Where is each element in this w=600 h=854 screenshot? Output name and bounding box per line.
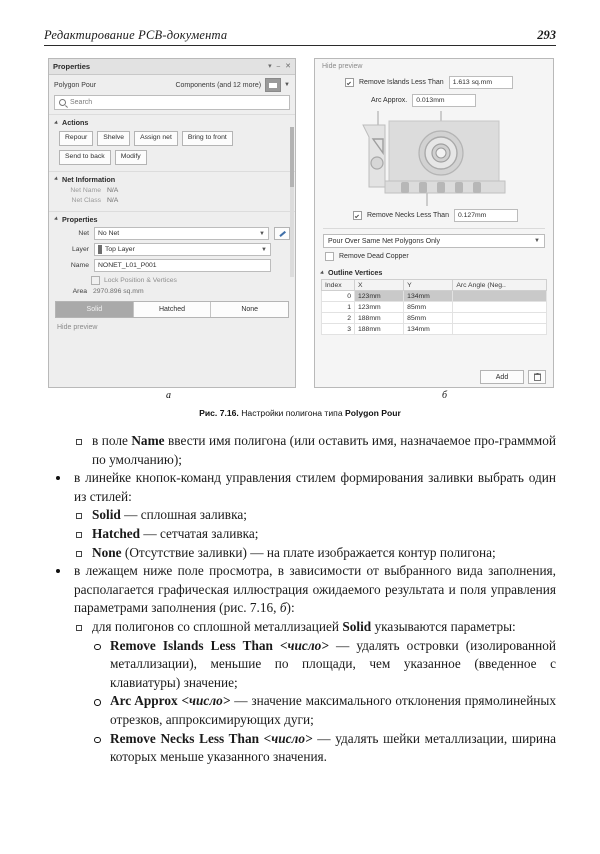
- cell-index: 1: [322, 302, 355, 313]
- column-y[interactable]: Y: [404, 280, 453, 291]
- figure-sublabel-b: б: [442, 390, 448, 401]
- remove-necks-value: 0.127mm: [457, 212, 487, 219]
- chevron-down-icon[interactable]: ▼: [284, 82, 290, 88]
- body-text: [44, 432, 556, 767]
- remove-islands-row: [315, 70, 553, 89]
- send-to-back-button[interactable]: Send to back: [59, 150, 111, 165]
- cell-arc: [453, 291, 547, 302]
- action-buttons-row-1: [49, 129, 295, 148]
- add-button[interactable]: Add: [480, 370, 524, 384]
- figure-caption: [44, 408, 556, 418]
- hide-preview-link[interactable]: Hide preview: [322, 63, 363, 70]
- hatched-term: Hatched: [92, 525, 141, 541]
- list-item-text: в линейке кнопок-команд управления стилем формирования заливки выбрать один из стилей:: [74, 470, 556, 504]
- name-field-label: Name: [70, 262, 89, 270]
- figure-caption-text: Настройки полигона типа: [241, 408, 343, 418]
- cell-index: 3: [322, 324, 355, 335]
- cell-arc: [453, 302, 547, 313]
- section-outline-vertices[interactable]: [315, 261, 553, 279]
- layer-field-label: Layer: [71, 246, 89, 254]
- layer-color-swatch: [98, 245, 102, 254]
- remove-necks-arg: <число>: [263, 730, 313, 746]
- preview-para-italic: б: [279, 600, 287, 616]
- section-net-information[interactable]: [49, 171, 295, 186]
- remove-necks-definition: — удалять шейки металлизации, ширина которых меньше указанного значения.: [110, 730, 556, 765]
- list-item-none: [44, 544, 556, 563]
- bring-to-front-button[interactable]: Bring to front: [182, 131, 233, 146]
- square-bullet-icon: [76, 625, 82, 631]
- preview-para-text: в лежащем ниже поле просмотра, в зависимости от выбранного вида заполнения, располагается графическая иллюстрация ожидаемого результата и поля управления параметрами заполнения (рис. 7.16,: [74, 563, 556, 616]
- none-term: None: [92, 544, 122, 560]
- remove-islands-checkbox[interactable]: [345, 78, 354, 87]
- remove-dead-copper-checkbox[interactable]: [325, 252, 334, 261]
- table-row[interactable]: [322, 324, 547, 335]
- net-name-value: N/A: [107, 187, 119, 195]
- area-label: Area: [72, 288, 87, 296]
- chevron-down-icon: ▼: [534, 238, 540, 244]
- cell-x: 188mm: [355, 324, 404, 335]
- fill-style-solid-button[interactable]: Solid: [56, 302, 134, 317]
- close-icon[interactable]: ✕: [285, 63, 291, 70]
- preview-para-end: ):: [286, 600, 295, 616]
- lock-position-checkbox[interactable]: [91, 276, 100, 285]
- list-item-text-pre: в поле: [92, 433, 132, 448]
- remove-islands-value: 1.613 sq.mm: [452, 79, 492, 86]
- hide-preview-link[interactable]: Hide preview: [57, 323, 98, 331]
- net-class-value: N/A: [107, 197, 119, 205]
- net-dropdown-value: No Net: [98, 230, 120, 238]
- modify-button[interactable]: Modify: [115, 150, 147, 165]
- lock-position-row[interactable]: [49, 274, 295, 287]
- collapse-triangle-icon: [54, 120, 59, 125]
- cell-x: 123mm: [355, 291, 404, 302]
- name-input[interactable]: [94, 259, 271, 272]
- pin-icon[interactable]: ▾: [268, 63, 272, 70]
- arc-approx-definition: — значение максимального отклонения прямолинейных отрезков, аппроксимирующих дуги;: [110, 693, 557, 727]
- object-type-row: [49, 75, 295, 94]
- layer-field-row: [49, 242, 295, 258]
- fill-style-none-button[interactable]: None: [211, 302, 288, 317]
- arc-approx-term: Arc Approx: [110, 693, 178, 709]
- net-dropdown[interactable]: [94, 227, 269, 240]
- solid-term: Solid: [92, 507, 121, 523]
- section-net-information-label: Net Information: [62, 174, 116, 184]
- cell-y: 134mm: [404, 291, 453, 302]
- disc-bullet-icon: [56, 569, 60, 573]
- pour-settings-panel: [314, 58, 554, 388]
- layer-dropdown[interactable]: [94, 243, 271, 256]
- circle-bullet-icon: [94, 699, 101, 706]
- square-bullet-icon: [76, 513, 82, 519]
- running-head: [44, 28, 556, 46]
- section-properties[interactable]: [49, 211, 295, 226]
- section-properties-label: Properties: [62, 214, 98, 224]
- cell-index: 2: [322, 313, 355, 324]
- list-item-preview-field: [44, 562, 556, 618]
- divider: [323, 228, 545, 229]
- action-buttons-row-2: [49, 148, 295, 167]
- filter-icon[interactable]: [265, 78, 281, 92]
- cell-y: 85mm: [404, 302, 453, 313]
- square-bullet-icon: [76, 551, 82, 557]
- circle-bullet-icon: [94, 644, 101, 651]
- remove-dead-copper-row[interactable]: [315, 248, 553, 261]
- search-placeholder: Search: [70, 99, 93, 106]
- panel-titlebar: [49, 59, 295, 75]
- arc-approx-value: 0.013mm: [416, 97, 445, 104]
- name-field-row: [49, 258, 295, 274]
- none-definition: (Отсутствие заливки) — на плате изображается контур полигона;: [121, 544, 496, 560]
- name-input-value: NONET_L01_P001: [98, 262, 157, 270]
- collapse-triangle-icon: [54, 177, 59, 182]
- list-item-name-field: [44, 432, 556, 469]
- search-icon: [59, 99, 66, 106]
- fill-style-button-group: [55, 301, 289, 318]
- pour-preview-illustration: [323, 111, 545, 206]
- table-footer: [315, 370, 553, 384]
- column-x[interactable]: X: [355, 280, 404, 291]
- section-outline-vertices-label: Outline Vertices: [328, 268, 383, 277]
- collapse-triangle-icon: [320, 270, 325, 275]
- fill-style-hatched-button[interactable]: Hatched: [134, 302, 212, 317]
- list-item-remove-necks: [44, 730, 556, 767]
- list-item-style-row: [44, 469, 556, 506]
- arc-approx-label: Arc Approx.: [371, 97, 408, 104]
- net-class-row: [49, 196, 295, 206]
- running-head-title: Редактирование PCB-документа: [44, 28, 228, 42]
- trash-icon: [534, 373, 541, 381]
- net-field-row: [49, 226, 295, 242]
- net-class-label: Net Class: [71, 197, 101, 205]
- pencil-icon: [279, 231, 285, 237]
- list-item-bold-name: Name: [131, 433, 165, 448]
- solid-params-pre: для полигонов со сплошной металлизацией: [92, 618, 343, 634]
- panel-title: Properties: [53, 62, 91, 71]
- delete-button[interactable]: [528, 370, 546, 384]
- remove-islands-input[interactable]: [449, 76, 513, 89]
- figure-7-16: [44, 58, 556, 418]
- figure-caption-prefix: Рис. 7.16.: [199, 408, 239, 418]
- cell-index: 0: [322, 291, 355, 302]
- solid-params-bold: Solid: [342, 618, 372, 634]
- object-type-label: Polygon Pour: [54, 81, 97, 89]
- outline-vertices-table: [321, 279, 547, 335]
- disc-bullet-icon: [56, 476, 60, 480]
- remove-necks-row: [315, 206, 553, 222]
- hatched-definition: — сетчатая заливка;: [140, 525, 259, 541]
- search-input[interactable]: [54, 95, 290, 110]
- net-name-label: Net Name: [70, 187, 101, 195]
- square-bullet-icon: [76, 439, 82, 445]
- list-item-arc-approx: [44, 692, 556, 729]
- table-row[interactable]: [322, 313, 547, 324]
- list-item-hatched: [44, 525, 556, 544]
- section-actions[interactable]: [49, 114, 295, 129]
- properties-panel: [48, 58, 296, 388]
- remove-islands-label: Remove Islands Less Than: [359, 79, 444, 86]
- minimize-icon[interactable]: ⎯: [276, 63, 281, 70]
- pour-preview-svg: [323, 111, 545, 206]
- chevron-down-icon: ▼: [259, 230, 265, 237]
- net-field-label: Net: [78, 230, 89, 238]
- cell-y: 134mm: [404, 324, 453, 335]
- remove-necks-checkbox[interactable]: [353, 211, 362, 220]
- remove-necks-label: Remove Necks Less Than: [367, 212, 449, 219]
- remove-necks-term: Remove Necks Less Than: [110, 730, 259, 746]
- layer-dropdown-value: Top Layer: [105, 246, 135, 254]
- cell-arc: [453, 313, 547, 324]
- shelve-button[interactable]: Shelve: [97, 131, 130, 146]
- cell-x: 188mm: [355, 313, 404, 324]
- cell-y: 85mm: [404, 313, 453, 324]
- table-row[interactable]: [322, 291, 547, 302]
- collapse-triangle-icon: [54, 217, 59, 222]
- remove-dead-copper-label: Remove Dead Copper: [339, 253, 409, 260]
- arc-approx-row: [315, 89, 553, 107]
- page-number: 293: [537, 28, 556, 42]
- remove-islands-definition: — удалять островки (изолированной металлизации), меньшие по площади, чем указанное (введенное с клавиатуры) значение;: [110, 637, 556, 690]
- area-row: [49, 287, 295, 297]
- running-head-rule: [44, 45, 556, 46]
- assign-net-button[interactable]: Assign net: [134, 131, 178, 146]
- chevron-down-icon: ▼: [261, 246, 267, 253]
- list-item-solid-params: [44, 618, 556, 637]
- pour-over-dropdown[interactable]: [323, 234, 545, 248]
- pour-over-value: Pour Over Same Net Polygons Only: [328, 237, 441, 245]
- list-item-solid: [44, 506, 556, 525]
- net-name-row: [49, 186, 295, 196]
- column-index[interactable]: Index: [322, 280, 355, 291]
- solid-params-post: указываются параметры:: [371, 618, 516, 634]
- solid-definition: — сплошная заливка;: [120, 507, 247, 523]
- list-item-text-post: ввести имя полигона (или оставить имя, назначаемое про-грамммой по умолчанию);: [92, 433, 556, 467]
- panel-titlebar-icons: [268, 63, 291, 70]
- circle-bullet-icon: [94, 737, 101, 744]
- panel-scrollbar-thumb[interactable]: [290, 127, 294, 187]
- object-selection-label: Components (and 12 more): [175, 81, 262, 89]
- remove-islands-term: Remove Islands Less Than: [110, 637, 273, 653]
- table-header-row: [322, 280, 547, 291]
- square-bullet-icon: [76, 532, 82, 538]
- arc-approx-arg: <число>: [181, 693, 231, 709]
- remove-islands-arg: <число>: [279, 637, 329, 653]
- cell-x: 123mm: [355, 302, 404, 313]
- remove-necks-input[interactable]: [454, 209, 518, 222]
- figure-caption-bold: Polygon Pour: [345, 408, 401, 418]
- area-value: 2970.896 sq.mm: [93, 288, 144, 296]
- section-actions-label: Actions: [62, 118, 89, 127]
- cell-arc: [453, 324, 547, 335]
- repour-button[interactable]: Repour: [59, 131, 93, 146]
- figure-sublabel-a: а: [166, 390, 171, 401]
- column-arc-angle[interactable]: Arc Angle (Neg..: [453, 280, 547, 291]
- list-item-remove-islands: [44, 637, 556, 693]
- table-row[interactable]: [322, 302, 547, 313]
- arc-approx-input[interactable]: [412, 94, 476, 107]
- edit-net-button[interactable]: [274, 227, 290, 240]
- lock-position-label: Lock Position & Vertices: [104, 276, 177, 284]
